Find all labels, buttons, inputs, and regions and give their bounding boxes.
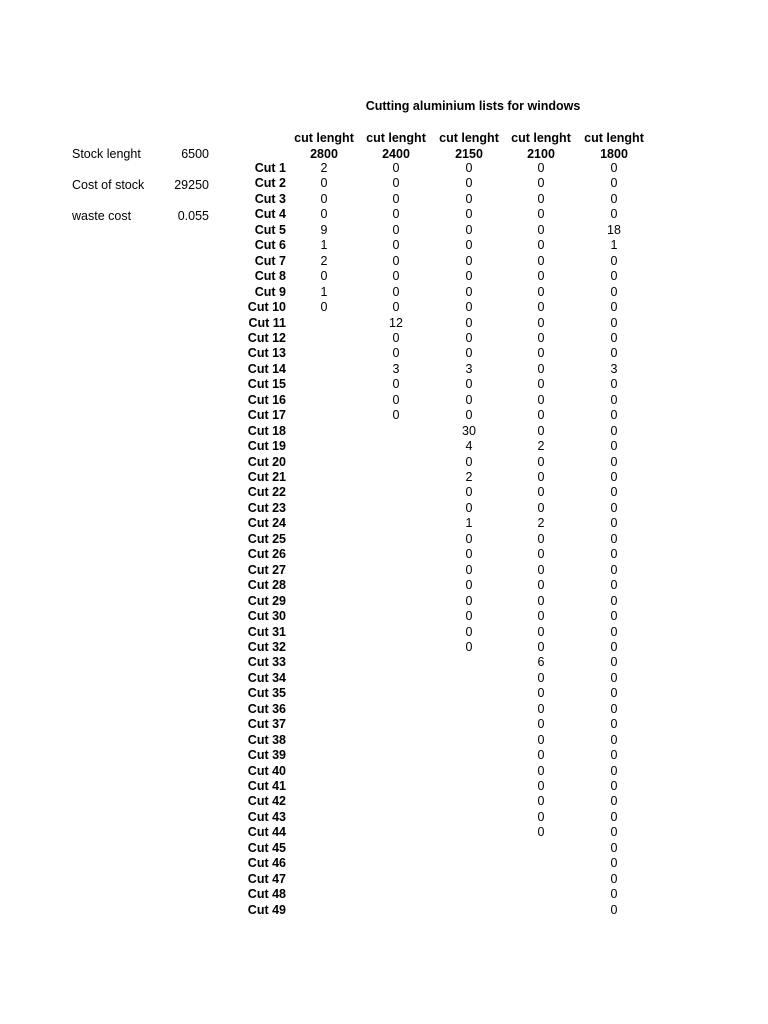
- table-cell: 0: [392, 191, 400, 206]
- row-label: Cut 42: [247, 794, 286, 809]
- table-cell: 0: [610, 531, 618, 546]
- row-label: Cut 25: [247, 531, 286, 546]
- row-label: Cut 17: [247, 408, 286, 423]
- sheet-title: Cutting aluminium lists for windows: [365, 99, 581, 113]
- table-cell: 0: [465, 485, 473, 500]
- table-cell: 0: [610, 748, 618, 763]
- table-cell: 0: [465, 392, 473, 407]
- table-cell: 0: [392, 300, 400, 315]
- table-cell: 0: [465, 238, 473, 253]
- table-cell: 0: [320, 300, 328, 315]
- table-cell: 0: [320, 269, 328, 284]
- parameter-value: 29250: [174, 178, 209, 192]
- column-header: [505, 131, 577, 162]
- row-label: Cut 46: [247, 856, 286, 871]
- table-cell: 0: [610, 176, 618, 191]
- table-cell: 1: [465, 516, 473, 531]
- column-header: [360, 131, 432, 162]
- table-cell: 0: [392, 238, 400, 253]
- row-label: Cut 34: [247, 670, 286, 685]
- row-label: Cut 39: [247, 748, 286, 763]
- row-label: Cut 38: [247, 732, 286, 747]
- row-label: Cut 27: [247, 562, 286, 577]
- table-cell: 0: [610, 315, 618, 330]
- column-header-length: 2400: [382, 146, 410, 161]
- table-cell: 0: [465, 315, 473, 330]
- table-cell: 0: [610, 207, 618, 222]
- table-cell: 0: [537, 315, 545, 330]
- table-cell: 0: [537, 825, 545, 840]
- table-cell: 0: [610, 624, 618, 639]
- row-label: Cut 26: [247, 547, 286, 562]
- row-label: Cut 24: [247, 516, 286, 531]
- table-cell: 0: [537, 470, 545, 484]
- table-cell: 0: [537, 191, 545, 206]
- table-cell: 18: [607, 222, 621, 237]
- parameter-row: [72, 146, 212, 162]
- table-cell: 0: [610, 485, 618, 500]
- table-cell: 0: [610, 377, 618, 392]
- row-label: Cut 49: [247, 902, 286, 917]
- row-label: Cut 10: [247, 300, 286, 315]
- table-cell: 30: [462, 423, 476, 438]
- table-cell: 0: [465, 176, 473, 191]
- table-cell: 0: [465, 346, 473, 361]
- table-cell: 0: [537, 701, 545, 716]
- table-cell: 2: [537, 516, 545, 531]
- table-cell: 0: [465, 547, 473, 562]
- table-cell: 0: [537, 609, 545, 624]
- table-cell: 0: [610, 454, 618, 469]
- table-cell: 0: [610, 902, 618, 917]
- parameter-value: 6500: [181, 147, 209, 161]
- table-cell: 0: [465, 269, 473, 284]
- table-cell: 0: [537, 207, 545, 222]
- row-label: Cut 12: [247, 330, 286, 345]
- table-cell: 0: [465, 609, 473, 624]
- table-cell: 0: [465, 624, 473, 639]
- table-cell: 0: [392, 408, 400, 423]
- table-cell: 0: [537, 392, 545, 407]
- table-cell: 0: [537, 624, 545, 639]
- table-cell: 0: [537, 779, 545, 793]
- table-cell: 0: [465, 454, 473, 469]
- column-header-label: cut lenght: [584, 131, 644, 145]
- table-cell: 0: [465, 330, 473, 345]
- table-cell: 3: [610, 361, 618, 376]
- table-cell: 0: [610, 547, 618, 562]
- table-cell: 0: [610, 779, 618, 793]
- table-cell: 2: [320, 253, 328, 268]
- table-cell: 0: [610, 670, 618, 685]
- row-label: Cut 8: [254, 269, 286, 284]
- table-cell: 2: [537, 439, 545, 454]
- table-cell: 0: [610, 161, 618, 175]
- parameter-label: waste cost: [72, 209, 132, 223]
- table-cell: 0: [610, 253, 618, 268]
- table-cell: 0: [465, 593, 473, 608]
- row-label: Cut 30: [247, 609, 286, 624]
- row-label: Cut 28: [247, 578, 286, 593]
- table-cell: 0: [537, 408, 545, 423]
- table-cell: 2: [465, 470, 473, 484]
- table-cell: 0: [537, 531, 545, 546]
- table-cell: 0: [537, 361, 545, 376]
- row-label: Cut 45: [247, 840, 286, 855]
- table-cell: 4: [465, 439, 473, 454]
- table-cell: 0: [610, 825, 618, 840]
- table-cell: 0: [610, 871, 618, 886]
- parameter-label: Cost of stock: [72, 178, 145, 192]
- table-cell: 1: [320, 238, 328, 253]
- table-cell: 0: [610, 887, 618, 902]
- table-cell: 0: [537, 284, 545, 299]
- column-header-length: 2100: [527, 146, 555, 161]
- table-cell: 0: [610, 346, 618, 361]
- table-cell: 0: [537, 670, 545, 685]
- table-cell: 0: [537, 547, 545, 562]
- row-label: Cut 20: [247, 454, 286, 469]
- parameter-value: 0.055: [177, 209, 209, 223]
- table-cell: 3: [392, 361, 400, 376]
- table-cell: 0: [465, 500, 473, 515]
- row-label: Cut 48: [247, 887, 286, 902]
- table-cell: 0: [610, 191, 618, 206]
- row-label: Cut 14: [247, 361, 286, 376]
- table-cell: 0: [465, 578, 473, 593]
- table-cell: 3: [465, 361, 473, 376]
- parameter-row: [72, 177, 212, 193]
- table-cell: 0: [465, 300, 473, 315]
- row-label: Cut 2: [254, 176, 286, 191]
- table-cell: 0: [610, 686, 618, 701]
- table-cell: 0: [537, 593, 545, 608]
- table-cell: 0: [610, 300, 618, 315]
- table-cell: 0: [392, 330, 400, 345]
- table-cell: 0: [537, 269, 545, 284]
- column-header: [288, 131, 360, 162]
- row-label: Cut 23: [247, 500, 286, 515]
- table-cell: 0: [537, 562, 545, 577]
- table-cell: 0: [537, 748, 545, 763]
- table-cell: 2: [320, 161, 328, 175]
- table-cell: 0: [392, 269, 400, 284]
- row-label: Cut 43: [247, 809, 286, 824]
- row-label: Cut 9: [254, 284, 286, 299]
- table-cell: 0: [610, 701, 618, 716]
- table-cell: 0: [465, 253, 473, 268]
- table-cell: 0: [392, 392, 400, 407]
- row-label: Cut 11: [248, 315, 286, 330]
- table-cell: 0: [537, 763, 545, 778]
- table-cell: 0: [320, 176, 328, 191]
- table-cell: 0: [537, 238, 545, 253]
- table-cell: 0: [465, 531, 473, 546]
- table-cell: 0: [610, 562, 618, 577]
- row-label: Cut 31: [247, 624, 286, 639]
- table-cell: 0: [537, 222, 545, 237]
- table-cell: 0: [610, 809, 618, 824]
- table-cell: 0: [465, 639, 473, 654]
- table-cell: 0: [392, 284, 400, 299]
- column-header-length: 2800: [310, 146, 338, 161]
- table-cell: 0: [610, 423, 618, 438]
- table-cell: 0: [537, 454, 545, 469]
- table-cell: 0: [392, 161, 400, 175]
- row-label: Cut 18: [247, 423, 286, 438]
- table-cell: 0: [610, 408, 618, 423]
- table-cell: 0: [465, 562, 473, 577]
- row-label: Cut 4: [254, 207, 286, 222]
- table-cell: 0: [537, 500, 545, 515]
- parameter-label: Stock lenght: [72, 147, 141, 161]
- column-header-label: cut lenght: [366, 131, 426, 145]
- table-cell: 12: [389, 315, 403, 330]
- row-label: Cut 5: [254, 222, 286, 237]
- row-label: Cut 47: [247, 871, 286, 886]
- table-cell: 0: [537, 300, 545, 315]
- table-cell: 0: [537, 330, 545, 345]
- column-header-label: cut lenght: [294, 131, 354, 145]
- parameter-row: [72, 208, 212, 224]
- table-cell: 0: [465, 191, 473, 206]
- table-cell: 0: [537, 253, 545, 268]
- row-label: Cut 29: [247, 593, 286, 608]
- column-header-length: 1800: [600, 146, 628, 161]
- table-cell: 1: [320, 284, 328, 299]
- row-label: Cut 33: [247, 655, 286, 670]
- row-label: Cut 15: [247, 377, 286, 392]
- table-cell: 0: [465, 161, 473, 175]
- table-cell: 0: [610, 269, 618, 284]
- table-cell: 0: [320, 207, 328, 222]
- table-cell: 0: [610, 593, 618, 608]
- table-cell: 0: [392, 253, 400, 268]
- row-label: Cut 21: [247, 470, 286, 484]
- table-cell: 0: [392, 377, 400, 392]
- column-header: [578, 131, 650, 162]
- table-cell: 0: [610, 840, 618, 855]
- table-cell: 0: [537, 732, 545, 747]
- table-cell: 0: [537, 377, 545, 392]
- table-cell: 0: [610, 439, 618, 454]
- table-cell: 0: [537, 717, 545, 732]
- row-label: Cut 35: [247, 686, 286, 701]
- row-label: Cut 44: [247, 825, 286, 840]
- column-header-label: cut lenght: [511, 131, 571, 145]
- table-cell: 1: [610, 238, 618, 253]
- table-cell: 0: [610, 284, 618, 299]
- column-header-length: 2150: [455, 146, 483, 161]
- table-cell: 0: [610, 655, 618, 670]
- table-cell: 0: [392, 346, 400, 361]
- table-cell: 0: [392, 207, 400, 222]
- table-cell: 0: [537, 346, 545, 361]
- table-cell: 0: [537, 485, 545, 500]
- row-label: Cut 36: [247, 701, 286, 716]
- table-cell: 0: [465, 284, 473, 299]
- row-label: Cut 40: [247, 763, 286, 778]
- table-cell: 0: [610, 639, 618, 654]
- table-cell: 0: [610, 794, 618, 809]
- row-label: Cut 7: [254, 253, 286, 268]
- column-header-label: cut lenght: [439, 131, 499, 145]
- row-label: Cut 22: [247, 485, 286, 500]
- column-header: [433, 131, 505, 162]
- table-cell: 0: [610, 578, 618, 593]
- table-cell: 0: [320, 191, 328, 206]
- table-cell: 0: [465, 408, 473, 423]
- row-label: Cut 6: [254, 238, 286, 253]
- table-cell: 0: [537, 809, 545, 824]
- table-cell: 0: [392, 222, 400, 237]
- table-cell: 0: [610, 516, 618, 531]
- row-label: Cut 19: [247, 439, 286, 454]
- row-label: Cut 16: [247, 392, 286, 407]
- row-label: Cut 1: [254, 161, 286, 175]
- table-cell: 0: [537, 423, 545, 438]
- table-cell: 0: [610, 609, 618, 624]
- table-cell: 0: [465, 377, 473, 392]
- row-label: Cut 37: [247, 717, 286, 732]
- table-cell: 0: [537, 176, 545, 191]
- table-cell: 0: [610, 500, 618, 515]
- table-cell: 0: [465, 222, 473, 237]
- table-cell: 0: [392, 176, 400, 191]
- table-cell: 0: [610, 470, 618, 484]
- table-cell: 0: [537, 161, 545, 175]
- row-label: Cut 3: [254, 191, 286, 206]
- table-cell: 0: [610, 856, 618, 871]
- table-cell: 0: [610, 717, 618, 732]
- table-cell: 0: [610, 763, 618, 778]
- table-cell: 0: [537, 578, 545, 593]
- table-cell: 0: [537, 794, 545, 809]
- row-label: Cut 41: [247, 779, 286, 793]
- table-cell: 0: [465, 207, 473, 222]
- row-label: Cut 32: [247, 639, 286, 654]
- table-cell: 0: [537, 686, 545, 701]
- table-cell: 0: [537, 639, 545, 654]
- table-cell: 0: [610, 732, 618, 747]
- table-cell: 9: [320, 222, 328, 237]
- table-cell: 0: [610, 330, 618, 345]
- row-label: Cut 13: [247, 346, 286, 361]
- table-cell: 6: [537, 655, 545, 670]
- table-cell: 0: [610, 392, 618, 407]
